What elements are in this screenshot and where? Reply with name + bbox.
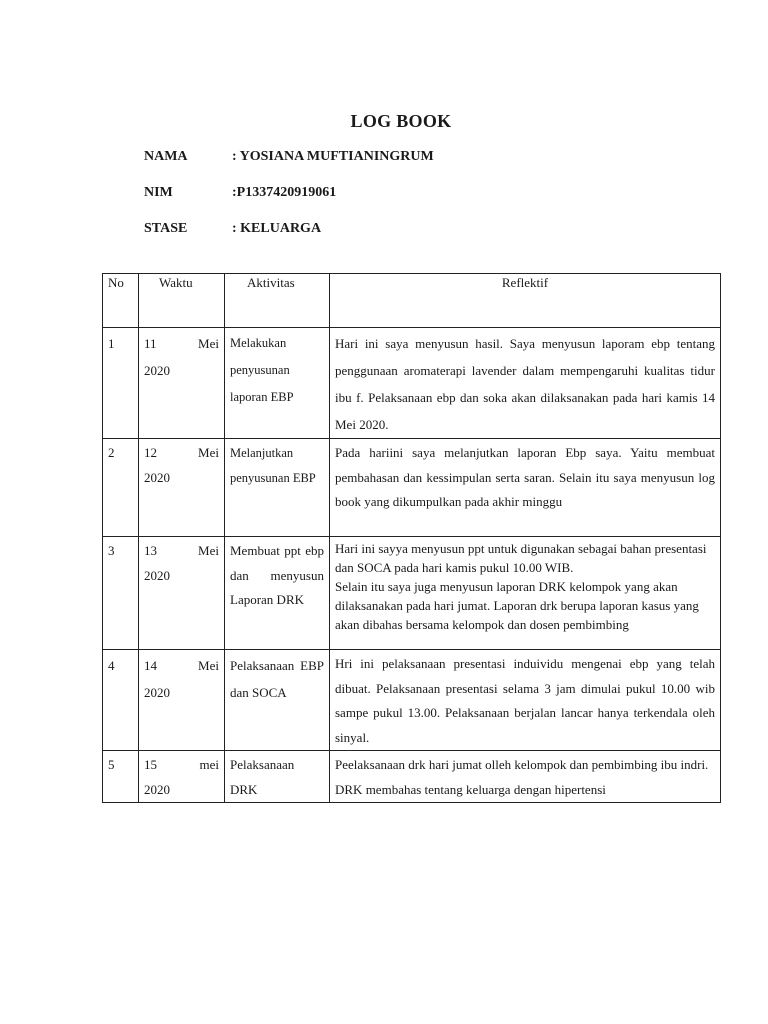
reflektif-paragraph: Selain itu saya juga menyusun laporan DRK kelompok yang akan dilaksanakan pada hari jumat. Laporan drk berupa laporan kasus yang akan dibahas bersama kelompok dan dosen pembimbing (335, 579, 699, 632)
info-label-nama: NAMA (144, 149, 188, 164)
info-value-nim: :P1337420919061 (232, 185, 337, 200)
cell-aktivitas: Pelaksanaan DRK (225, 751, 330, 803)
waktu-month: Mei (198, 543, 219, 558)
cell-aktivitas: Pelaksanaan EBP dan SOCA (225, 650, 330, 751)
cell-reflektif: Pada hariini saya melanjutkan laporan Ebp saya. Yaitu membuat pembahasan dan kessimpulan serta saran. Selain itu saya menyusun log book yang dikumpulkan pada akhir minggu (330, 439, 721, 537)
cell-no: 2 (103, 439, 139, 537)
cell-reflektif: Peelaksanaan drk hari jumat olleh kelompok dan pembimbing ibu indri. DRK membahas tentang keluarga dengan hipertensi (330, 751, 721, 803)
waktu-year: 2020 (144, 363, 170, 378)
info-label-stase: STASE (144, 221, 188, 236)
waktu-year: 2020 (144, 685, 170, 700)
table-row (103, 328, 721, 439)
table-header-row (103, 274, 721, 328)
waktu-day: 12 (144, 445, 157, 460)
cell-aktivitas: Melakukan penyusunan laporan EBP (225, 328, 330, 439)
cell-waktu (139, 328, 225, 439)
waktu-month: Mei (198, 445, 219, 460)
table-row (103, 439, 721, 537)
header-aktivitas: Aktivitas (225, 274, 330, 328)
cell-no: 5 (103, 751, 139, 803)
cell-reflektif: Hri ini pelaksanaan presentasi induividu mengenai ebp yang telah dibuat. Pelaksanaan presentasi selama 3 jam dimulai pukul 10.00 wib sampe pukul 13.00. Pelaksanaan berjalan lancar hanya terkendala oleh sinyal. (330, 650, 721, 751)
waktu-year: 2020 (144, 469, 170, 485)
cell-reflektif: Hari ini saya menyusun hasil. Saya menyusun laporam ebp tentang penggunaan aromaterapi lavender dalam mempengaruhi kualitas tidur ibu f. Pelaksanaan ebp dan soka akan dilaksanakan pada hari kamis 14 Mei 2020. (330, 328, 721, 439)
waktu-day: 13 (144, 543, 157, 558)
cell-waktu (139, 537, 225, 650)
cell-no: 4 (103, 650, 139, 751)
waktu-month: Mei (198, 336, 219, 351)
header-no: No (103, 274, 139, 328)
page-title: LOG BOOK (350, 111, 452, 131)
waktu-day: 15 (144, 757, 157, 772)
info-value-stase: : KELUARGA (232, 221, 322, 236)
reflektif-paragraph: Hari ini sayya menyusun ppt untuk digunakan sebagai bahan presentasi dan SOCA pada hari kamis pukul 10.00 WIB. (335, 541, 707, 575)
waktu-day: 14 (144, 658, 157, 673)
table-row (103, 650, 721, 751)
logbook-table (102, 273, 721, 803)
info-value-nama: : YOSIANA MUFTIANINGRUM (232, 149, 434, 164)
cell-aktivitas: Melanjutkan penyusunan EBP (225, 439, 330, 537)
waktu-year: 2020 (144, 781, 170, 797)
cell-reflektif (330, 537, 721, 650)
waktu-month: Mei (198, 658, 219, 673)
cell-waktu (139, 439, 225, 537)
info-label-nim: NIM (144, 185, 173, 200)
table-row (103, 537, 721, 650)
cell-no: 1 (103, 328, 139, 439)
cell-aktivitas: Membuat ppt ebp dan menyusun Laporan DRK (225, 537, 330, 650)
cell-no: 3 (103, 537, 139, 650)
cell-waktu (139, 650, 225, 751)
waktu-month: mei (199, 757, 219, 772)
waktu-year: 2020 (144, 567, 170, 583)
table-row (103, 751, 721, 803)
header-reflektif: Reflektif (330, 274, 721, 328)
cell-waktu (139, 751, 225, 803)
header-waktu: Waktu (139, 274, 225, 328)
waktu-day: 11 (144, 336, 157, 351)
